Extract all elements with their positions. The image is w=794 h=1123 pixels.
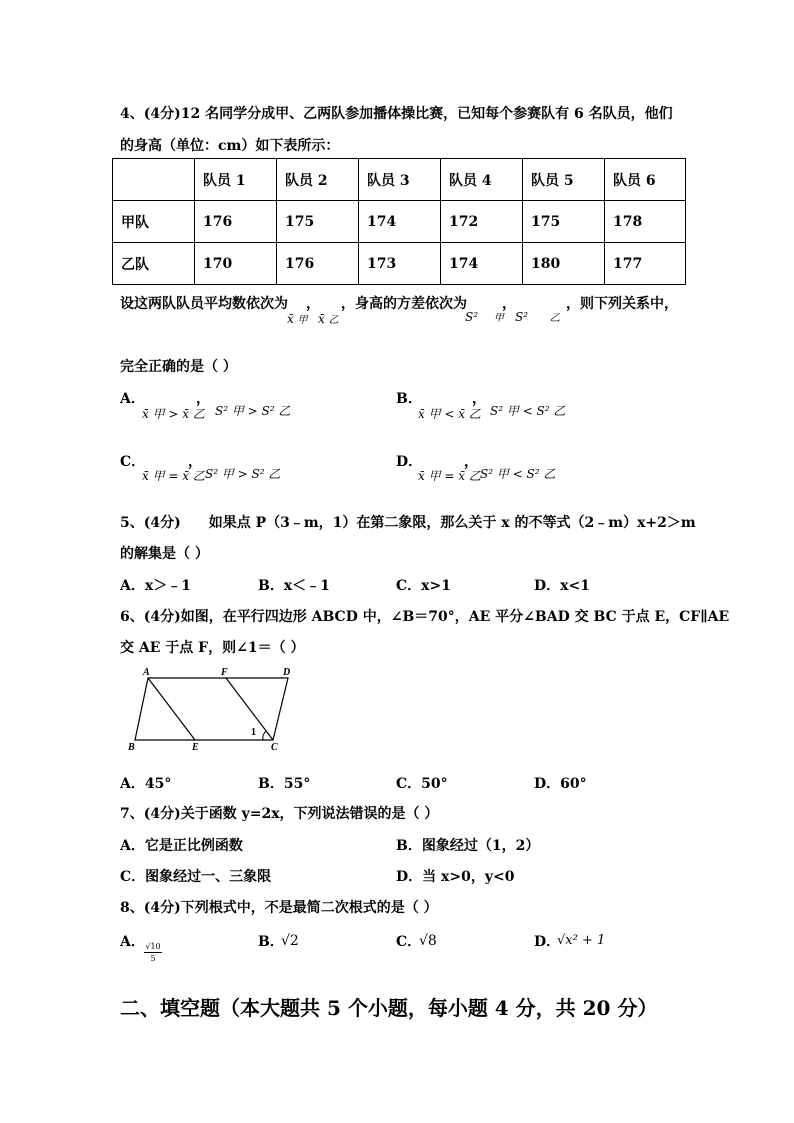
jia-sub: 甲 xyxy=(493,313,504,324)
fraction-numerator: √10 xyxy=(145,942,161,951)
angle-1-label: 1 xyxy=(251,727,256,738)
point-b-label: B xyxy=(128,742,135,753)
table-cell: 174 xyxy=(359,201,441,243)
s2-symbol: S² xyxy=(515,310,529,324)
q4-option-b-label: B． xyxy=(396,391,422,407)
q8-line1: 8、(4分)下列根式中，不是最简二次根式的是（ ） xyxy=(120,900,438,916)
table-cell: 175 xyxy=(277,201,359,243)
q4-sep-1: ， xyxy=(306,296,320,312)
q7-option-a: A．它是正比例函数 xyxy=(120,838,243,854)
table-cell: 175 xyxy=(523,201,605,243)
point-e-label: E xyxy=(192,742,199,753)
q8-option-b-radical: √2 xyxy=(281,933,299,949)
q5-option-b: B．x＜﹣1 xyxy=(258,578,330,594)
table-header-row xyxy=(113,159,686,201)
q5-line2: 的解集是（ ） xyxy=(120,546,209,562)
q4-option-c-var: S² 甲 > S² 乙 xyxy=(205,467,281,481)
table-cell: 170 xyxy=(195,243,277,285)
q7-option-d: D．当 x>0，y<0 xyxy=(396,869,515,885)
q6-line1: 6、(4分)如图，在平行四边形 ABCD 中，∠B＝70°，AE 平分∠BAD 交 BC 于点 E，CF∥AE xyxy=(120,609,730,625)
table-row xyxy=(113,201,686,243)
xbar-jia-formula xyxy=(287,311,308,326)
segment-ae xyxy=(148,678,195,740)
q4-option-a-label: A． xyxy=(120,391,145,407)
q4-option-c-mean: x̄ 甲 = x̄ 乙 xyxy=(142,469,205,483)
q4-line4: 完全正确的是（ ） xyxy=(120,359,237,375)
q4-option-b-sep: ， xyxy=(472,391,486,407)
table-cell: 176 xyxy=(195,201,277,243)
angle-1-arc xyxy=(263,731,266,740)
table-cell: 178 xyxy=(605,201,686,243)
parallelogram-abcd xyxy=(135,678,288,740)
q6-option-a: A．45° xyxy=(120,776,172,792)
table-header-cell: 队员 6 xyxy=(605,159,686,201)
table-header-cell: 队员 2 xyxy=(277,159,359,201)
q4-line3b: ，身高的方差依次为 xyxy=(341,296,467,312)
q4-line3c: ，则下列关系中， xyxy=(566,296,678,312)
q4-option-a-mean: x̄ 甲 > x̄ 乙 xyxy=(142,407,205,421)
q7-option-b: B．图象经过（1，2） xyxy=(396,838,540,854)
table-header-cell xyxy=(113,159,195,201)
q4-option-b-var: S² 甲 < S² 乙 xyxy=(490,404,566,418)
table-header-cell: 队员 4 xyxy=(441,159,523,201)
parallelogram-figure xyxy=(120,664,320,756)
q8-option-a-fraction xyxy=(144,942,162,965)
table-cell: 甲队 xyxy=(113,201,195,243)
table-cell: 173 xyxy=(359,243,441,285)
height-table xyxy=(112,158,686,285)
yi-sub: 乙 xyxy=(549,313,560,324)
point-d-label: D xyxy=(283,667,291,678)
q4-option-a-var: S² 甲 > S² 乙 xyxy=(215,404,291,418)
q4-option-b-mean: x̄ 甲 < x̄ 乙 xyxy=(418,407,481,421)
table-cell: 172 xyxy=(441,201,523,243)
table-row xyxy=(113,243,686,285)
s2-yi-formula xyxy=(515,309,560,324)
q8-option-b-label: B． xyxy=(258,934,284,950)
q8-option-a-label: A． xyxy=(120,934,145,950)
xbar-symbol: x̄ xyxy=(287,312,294,326)
q4-option-d-mean: x̄ 甲 = x̄ 乙 xyxy=(418,469,481,483)
q4-option-d-var: S² 甲 < S² 乙 xyxy=(480,467,556,481)
xbar-symbol: x̄ xyxy=(318,312,325,326)
table-cell: 180 xyxy=(523,243,605,285)
q6-line2: 交 AE 于点 F，则∠1＝（ ） xyxy=(120,640,305,656)
q7-option-c: C．图象经过一、三象限 xyxy=(120,869,272,885)
q4-line2: 的身高（单位：cm）如下表所示： xyxy=(120,138,340,154)
table-header-cell: 队员 1 xyxy=(195,159,277,201)
q8-option-d-label: D． xyxy=(534,934,561,950)
s2-jia-formula xyxy=(465,309,504,324)
q6-option-d: D．60° xyxy=(534,776,587,792)
section-2-heading: 二、填空题（本大题共 5 个小题，每小题 4 分，共 20 分） xyxy=(120,996,658,1020)
q8-option-d-radical: √x² + 1 xyxy=(557,933,606,948)
jia-sub: 甲 xyxy=(297,315,308,326)
q4-option-d-label: D． xyxy=(396,454,423,470)
q4-option-c-label: C． xyxy=(120,454,146,470)
fraction-denominator: 5 xyxy=(150,954,156,963)
q4-option-a-sep: ， xyxy=(196,391,210,407)
s2-symbol: S² xyxy=(465,310,479,324)
q8-option-c-label: C． xyxy=(396,934,422,950)
q5-option-a: A．x＞﹣1 xyxy=(120,578,191,594)
segment-cf xyxy=(226,678,273,740)
point-c-label: C xyxy=(271,742,278,753)
q5-option-c: C．x>1 xyxy=(396,578,451,594)
q5-line1: 5、(4分) 如果点 P（3﹣m，1）在第二象限，那么关于 x 的不等式（2﹣m）x+2＞m xyxy=(120,515,696,531)
yi-sub: 乙 xyxy=(328,315,339,326)
q6-option-b: B．55° xyxy=(258,776,311,792)
q4-line3a: 设这两队队员平均数依次为 xyxy=(120,296,288,312)
table-cell: 174 xyxy=(441,243,523,285)
q4-sep-2: ， xyxy=(502,296,516,312)
point-f-label: F xyxy=(221,667,228,678)
table-header-cell: 队员 3 xyxy=(359,159,441,201)
point-a-label: A xyxy=(143,667,150,678)
q4-option-d-sep: ， xyxy=(464,454,478,470)
q5-option-d: D．x<1 xyxy=(534,578,590,594)
table-cell: 乙队 xyxy=(113,243,195,285)
xbar-yi-formula xyxy=(318,311,339,326)
table-header-cell: 队员 5 xyxy=(523,159,605,201)
q7-line1: 7、(4分)关于函数 y=2x，下列说法错误的是（ ） xyxy=(120,806,439,822)
q6-option-c: C．50° xyxy=(396,776,448,792)
q4-line1: 4、(4分)12 名同学分成甲、乙两队参加播体操比赛，已知每个参赛队有 6 名队员，他们 xyxy=(120,106,673,122)
q4-option-c-sep: ， xyxy=(188,454,202,470)
q8-option-c-radical: √8 xyxy=(419,933,437,949)
table-cell: 176 xyxy=(277,243,359,285)
table-cell: 177 xyxy=(605,243,686,285)
